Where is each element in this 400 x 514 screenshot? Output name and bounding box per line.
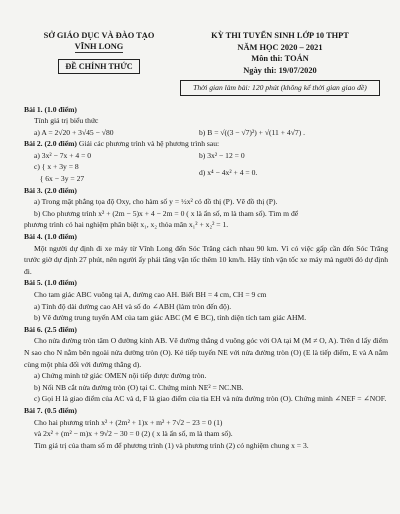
exam-content	[24, 104, 388, 452]
b2-title: Bài 2. (2.0 điểm)	[24, 139, 77, 149]
province-name: VĨNH LONG	[74, 42, 124, 51]
b4-title: Bài 4. (1.0 điểm)	[24, 232, 77, 242]
b5-intro: Cho tam giác ABC vuông tại A, đường cao AH. Biết BH = 4 cm, CH = 9 cm	[34, 290, 267, 299]
b5-title: Bài 5. (1.0 điểm)	[24, 278, 77, 288]
b2-c-line1: c) { x + 3y = 8	[34, 162, 79, 172]
b2-c-line2: { 6x − 3y = 27	[34, 174, 85, 184]
b1-b: b) B = √((3 − √7)²) + √(11 + 4√7) .	[199, 127, 306, 137]
exam-title: KỲ THI TUYỂN SINH LỚP 10 THPT	[211, 31, 349, 40]
b1-a: a) A = 2√20 + 3√45 − √80	[34, 127, 114, 137]
b2-c	[24, 161, 199, 184]
b4-text: Một người dự định đi xe máy từ Vĩnh Long đến Sóc Trăng cách nhau 90 km. Vì có việc gấp cần đến Sóc Trăng trước giờ dự định 27 phút, nên người ấy phải tăng vận tốc thêm 10 km/h. Hãy tính vận tốc xe máy mà người đó dự định đi.	[24, 243, 388, 276]
exam-date: Ngày thi: 19/07/2020	[243, 65, 317, 75]
b2-a: a) 3x² − 7x + 4 = 0	[34, 150, 92, 160]
b1-parts	[24, 127, 388, 139]
b3-a: a) Trong mặt phẳng tọa độ Oxy, cho hàm số y = ½x² có đồ thị (P). Vẽ đồ thị (P).	[34, 197, 278, 207]
b2-b: b) 3x² − 12 = 0	[199, 150, 245, 160]
subject: Môn thi: TOÁN	[251, 54, 309, 63]
b6-c: c) Gọi H là giao điểm của AC và d, F là giao điểm của tia EH và nửa đường tròn (O). Chứng minh ∠NEF = ∠NOF.	[34, 394, 387, 404]
b2-heading	[24, 138, 388, 150]
b2-d: d) x⁴ − 4x² + 4 = 0.	[199, 168, 258, 178]
b5-a: a) Tính độ dài đường cao AH và số đo ∠ABH (làm tròn đến độ).	[34, 301, 232, 311]
school-year: NĂM HỌC 2020 – 2021	[237, 42, 323, 52]
b7-l3: Tìm giá trị của tham số m để phương trình (1) và phương trình (2) có nghiệm chung x = 3.	[34, 440, 309, 450]
b1-title: Bài 1. (1.0 điểm)	[24, 104, 77, 114]
header-right	[180, 30, 380, 96]
b1-intro: Tính giá trị biểu thức	[34, 116, 99, 126]
header-rule	[75, 52, 123, 53]
b3-title: Bài 3. (2.0 điểm)	[24, 185, 77, 195]
b6-title: Bài 6. (2.5 điểm)	[24, 324, 77, 334]
official-badge: ĐỀ CHÍNH THỨC	[58, 59, 139, 74]
b2-intro: Giải các phương trình và hệ phương trình sau:	[78, 139, 220, 149]
b2-row2	[24, 161, 388, 184]
b7-l1: Cho hai phương trình x² + (2m² + 1)x + m² + 7√2 − 23 = 0 (1)	[34, 417, 223, 427]
b2-row1	[24, 150, 388, 162]
b7-title: Bài 7. (0.5 điểm)	[24, 405, 77, 415]
header-left	[24, 30, 174, 96]
b7-l2: và 2x² + (m² − m)x + 9√2 − 30 = 0 (2) ( x là ẩn số, m là tham số).	[34, 429, 233, 439]
exam-header	[24, 30, 388, 96]
department-name: SỞ GIÁO DỤC VÀ ĐÀO TẠO	[43, 31, 155, 40]
b6-a: a) Chứng minh tứ giác OMEN nội tiếp được đường tròn.	[34, 371, 207, 381]
b6-text: Cho nửa đường tròn tâm O đường kính AB. Vẽ đường thẳng d vuông góc với OA tại M (M ≠ O, A). Trên d lấy điểm N sao cho N nằm bên ngoài nửa đường tròn (O). Kẻ tiếp tuyến NE với nửa đường tròn (O) (E là tiếp điểm, E và A nằm cùng một phía đối với đường thẳng d).	[24, 336, 388, 369]
b6-b: b) Nối NB cắt nửa đường tròn (O) tại C. Chứng minh NE² = NC.NB.	[34, 382, 244, 392]
b5-b: b) Vẽ đường trung tuyến AM của tam giác ABC (M ∈ BC), tính diện tích tam giác AHM.	[34, 313, 307, 323]
time-limit: Thời gian làm bài: 120 phút (không kể thời gian giao đề)	[180, 80, 380, 96]
b3-b2: phương trình có hai nghiệm phân biệt x₁, x₂ thỏa mãn x₁² + x₂² = 1.	[24, 220, 229, 230]
b3-b1: b) Cho phương trình x² + (2m − 5)x + 4 − 2m = 0 ( x là ẩn số, m là tham số). Tìm m để	[34, 208, 299, 218]
